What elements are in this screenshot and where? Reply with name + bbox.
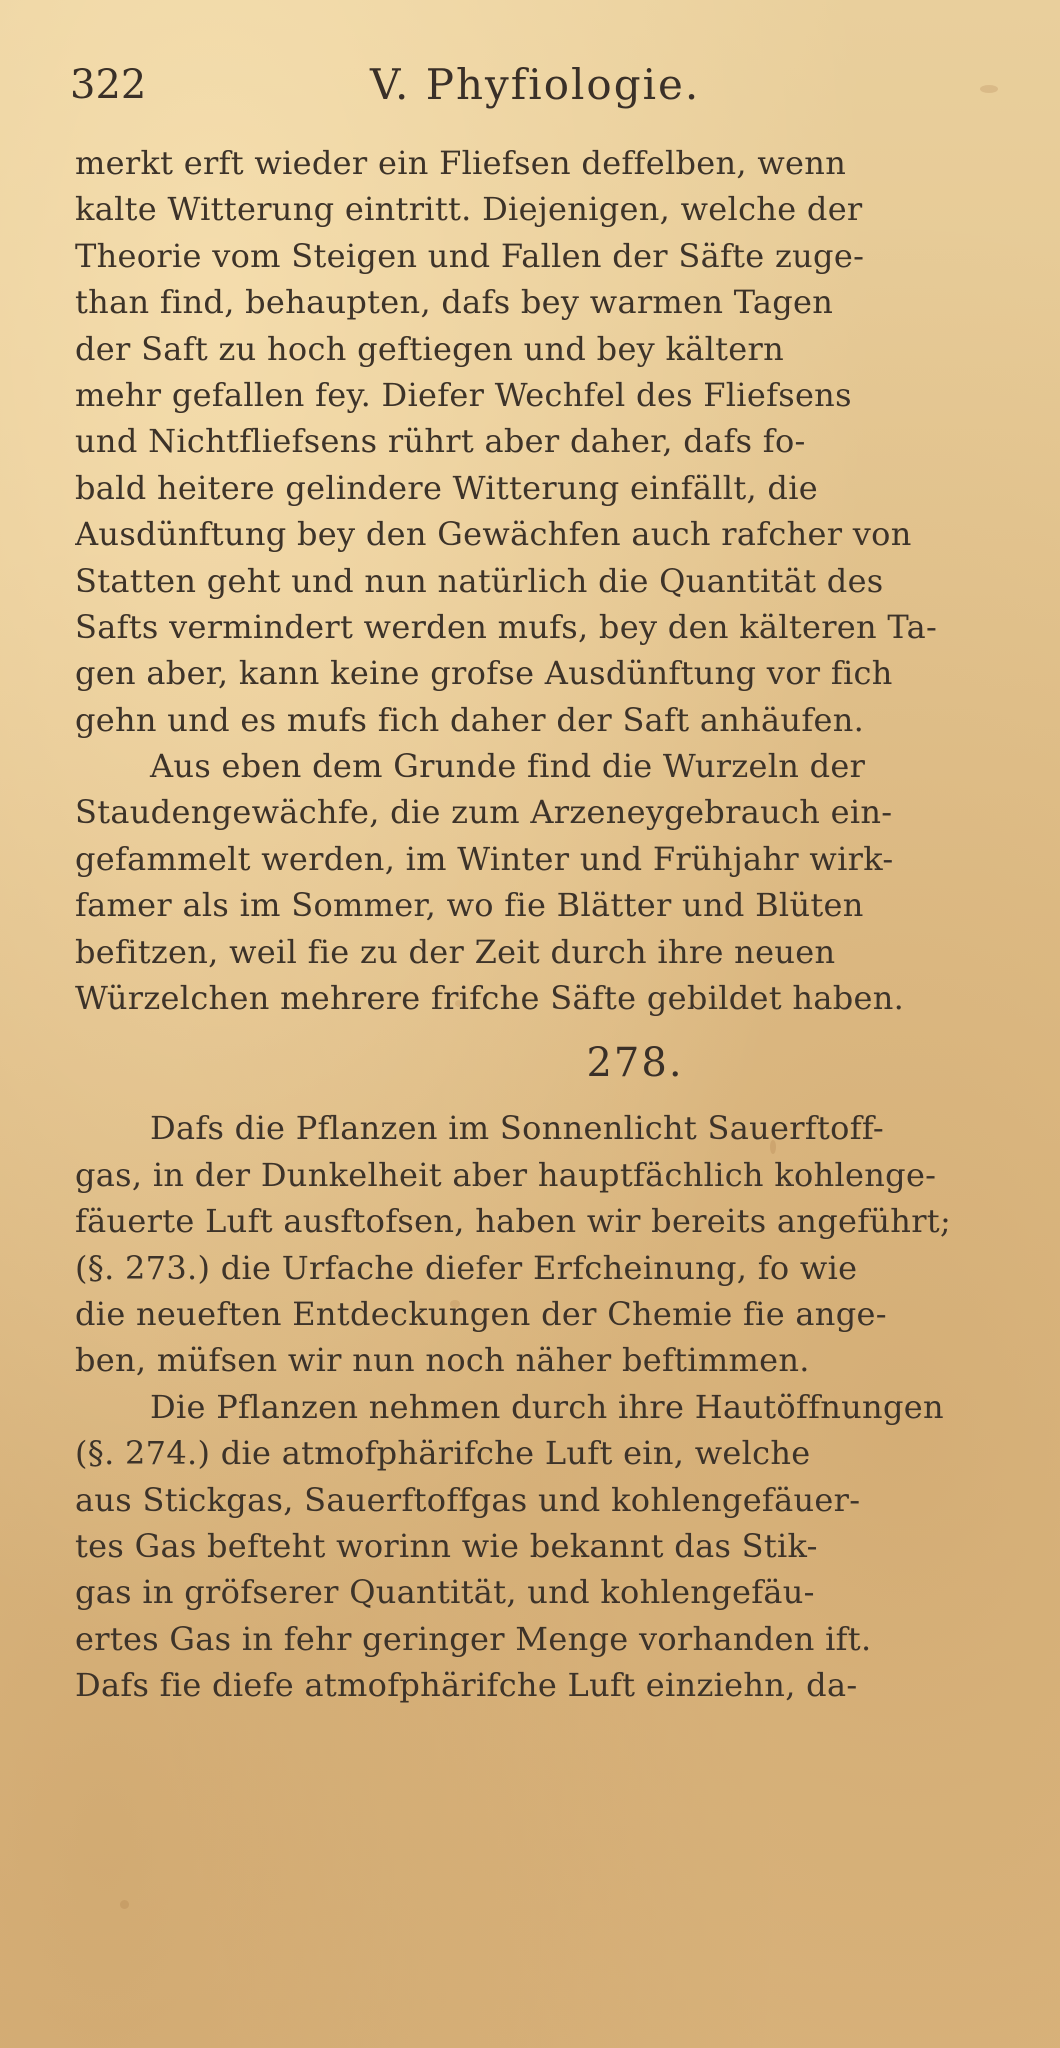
text-line: gefammelt werden, im Winter und Frühjahr wirk- bbox=[75, 839, 894, 878]
paragraph bbox=[75, 140, 1035, 743]
foxing-spot bbox=[120, 1900, 129, 1909]
text-line: gas, in der Dunkelheit aber hauptfächlich kohlenge- bbox=[75, 1155, 937, 1194]
paragraph bbox=[75, 743, 1035, 1021]
section-number: 278. bbox=[586, 1040, 684, 1087]
paragraph bbox=[75, 1105, 1035, 1383]
text-line: (§. 273.) die Urfache diefer Erfcheinung, fo wie bbox=[75, 1248, 858, 1287]
text-line: die neueften Entdeckungen der Chemie fie ange- bbox=[75, 1294, 887, 1333]
text-line: Würzelchen mehrere frifche Säfte gebildet haben. bbox=[75, 979, 905, 1018]
text-line: fäuerte Luft ausftofsen, haben wir bereits angeführt; bbox=[75, 1202, 952, 1241]
page-number: 322 bbox=[70, 62, 147, 108]
text-line: than find, behaupten, dafs bey warmen Tagen bbox=[75, 283, 834, 322]
text-line: (§. 274.) die atmofphärifche Luft ein, welche bbox=[75, 1434, 811, 1473]
text-line: der Saft zu hoch geftiegen und bey kältern bbox=[75, 329, 785, 368]
text-line: und Nichtfliefsens rührt aber daher, dafs fo- bbox=[75, 422, 806, 461]
text-line: Dafs die Pflanzen im Sonnenlicht Sauerftoff- bbox=[150, 1109, 884, 1148]
text-line: ertes Gas in fehr geringer Menge vorhanden ift. bbox=[75, 1619, 872, 1658]
text-line: befitzen, weil fie zu der Zeit durch ihre neuen bbox=[75, 932, 836, 971]
paragraph bbox=[75, 1384, 1035, 1709]
text-line: Dafs fie diefe atmofphärifche Luft einziehn, da- bbox=[75, 1666, 858, 1705]
text-line: Statten geht und nun natürlich die Quantität des bbox=[75, 561, 884, 600]
text-line: Die Pflanzen nehmen durch ihre Hautöffnungen bbox=[150, 1387, 944, 1426]
text-line: bald heitere gelindere Witterung einfällt, die bbox=[75, 468, 818, 507]
running-head: V. Phyfiologie. bbox=[370, 60, 701, 109]
text-line: Theorie vom Steigen und Fallen der Säfte zuge- bbox=[75, 236, 865, 275]
text-line: gen aber, kann keine grofse Ausdünftung vor fich bbox=[75, 654, 893, 693]
text-line: ben, müfsen wir nun noch näher beftimmen. bbox=[75, 1341, 810, 1380]
text-line: Staudengewächfe, die zum Arzeneygebrauch ein- bbox=[75, 793, 893, 832]
text-line: tes Gas befteht worinn wie bekannt das Stik- bbox=[75, 1526, 818, 1565]
text-line: kalte Witterung eintritt. Diejenigen, welche der bbox=[75, 190, 863, 229]
text-line: merkt erft wieder ein Fliefsen deffelben, wenn bbox=[75, 144, 847, 182]
text-line: aus Stickgas, Sauerftoffgas und kohlengefäuer- bbox=[75, 1480, 861, 1519]
text-line: Safts vermindert werden mufs, bey den kälteren Ta- bbox=[75, 607, 938, 646]
page-header bbox=[70, 55, 990, 115]
body-text bbox=[75, 140, 1035, 1709]
text-line: Ausdünftung bey den Gewächfen auch rafcher von bbox=[75, 515, 912, 554]
text-line: gas in gröfserer Quantität, und kohlengefäu- bbox=[75, 1573, 815, 1612]
text-line: mehr gefallen fey. Diefer Wechfel des Fliefsens bbox=[75, 375, 852, 414]
text-line: famer als im Sommer, wo fie Blätter und Blüten bbox=[75, 886, 864, 925]
text-line: Aus eben dem Grunde find die Wurzeln der bbox=[150, 747, 866, 786]
text-line: gehn und es mufs fich daher der Saft anhäufen. bbox=[75, 700, 865, 739]
